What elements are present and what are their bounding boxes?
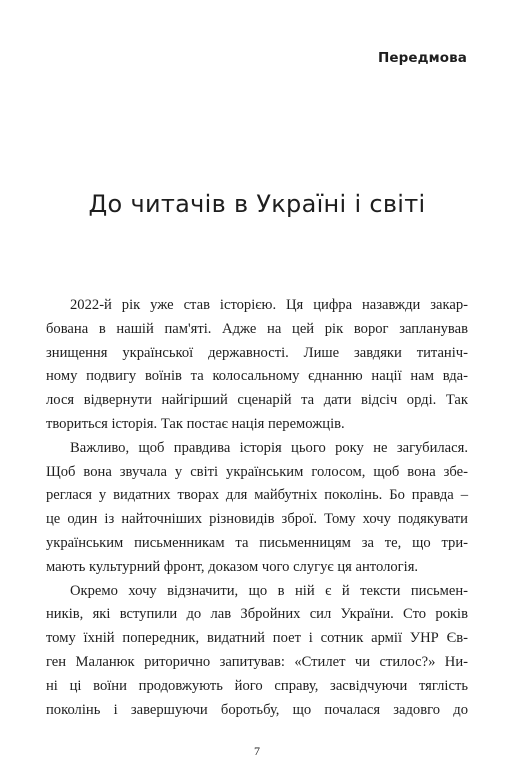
text-line: Щоб вона звучала у світі українським голосом, щоб вона збе- <box>46 463 468 480</box>
text-line: українським письменникам та письменницям за те, що три- <box>46 534 468 551</box>
text-line: бована в нашій пам'яті. Адже на цей рік ворог запланував <box>46 320 468 337</box>
text-line: 2022-й рік уже став історією. Ця цифра назавжди закар- <box>70 297 468 313</box>
text-line: ні ці воїни продовжують його справу, засвідчуючи тяглість <box>46 677 468 694</box>
text-line: поколінь і завершуючи боротьбу, що почалася задовго до <box>46 701 468 718</box>
running-head: Передмова <box>377 50 467 66</box>
body-text <box>46 294 468 722</box>
page-number: 7 <box>254 744 260 758</box>
text-line: Окремо хочу відзначити, що в ній є й тексти письмен- <box>70 582 468 599</box>
text-line: тому їхній попередник, видатний поет і сотник армії УНР Єв- <box>46 630 468 647</box>
chapter-title: До читачів в Україні і світі <box>88 190 426 219</box>
text-line: знищення української державності. Лише завдяки титаніч- <box>46 344 468 361</box>
text-line: мають культурний фронт, доказом чого слугує ця антологія. <box>46 558 419 575</box>
text-line: Важливо, щоб правдива історія цього року не загубилася. <box>70 439 468 456</box>
text-line: твориться історія. Так постає нація переможців. <box>46 415 345 432</box>
text-line: ному подвигу воїнів та колосальному єднанню нації нам вда- <box>46 368 468 385</box>
text-line: ників, які вступили до лав Збройних сил України. Сто років <box>46 606 468 623</box>
text-line: лося відвернути найгірший сценарій та дати відсіч орді. Так <box>46 392 468 409</box>
text-line: ген Маланюк риторично запитував: «Стилет чи стилос?» Ни- <box>46 653 468 670</box>
text-line: це один із найточніших різновидів зброї. Тому хочу подякувати <box>46 511 468 528</box>
text-line: реглася у видатних творах для майбутніх поколінь. Бо правда – <box>46 487 468 504</box>
